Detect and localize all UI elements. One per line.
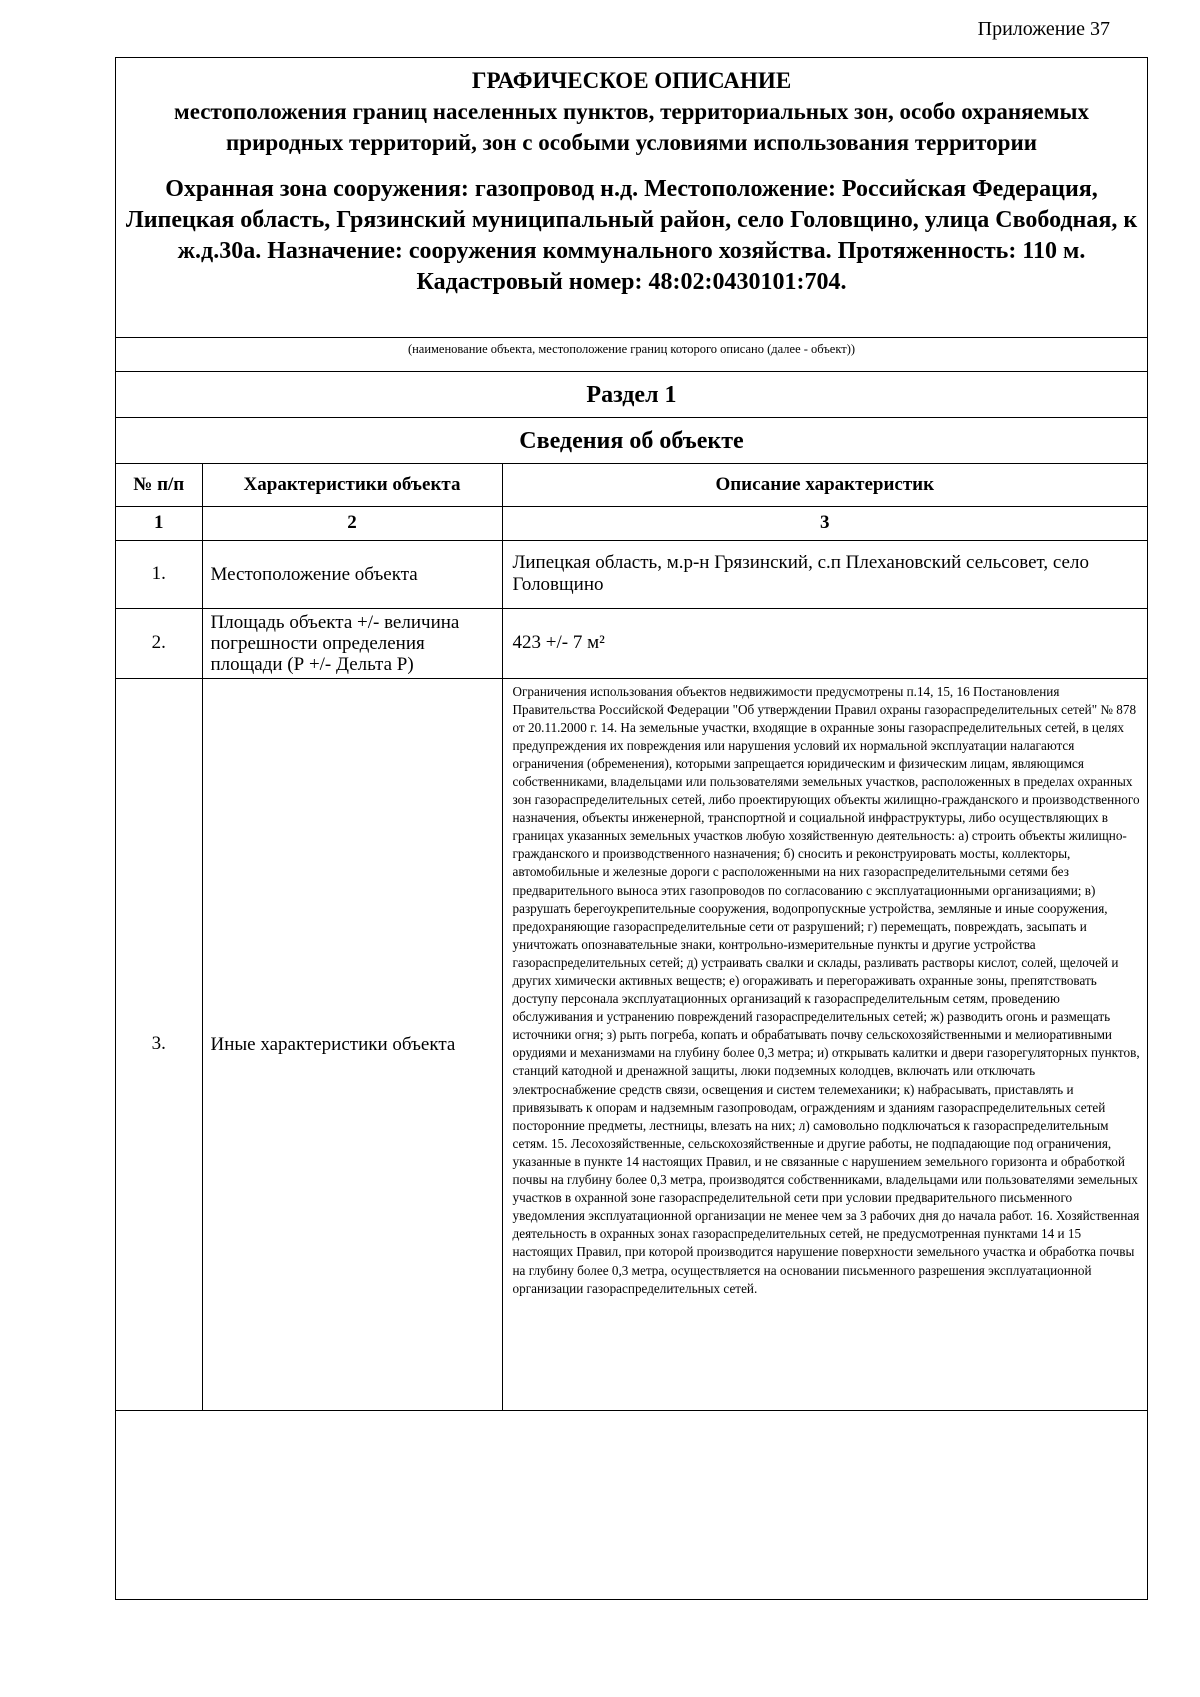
row-description: Ограничения использования объектов недвижимости предусмотрены п.14, 15, 16 Постановления Правительства Российской Федерации "Об утверждении Правил охраны газораспределительных сетей" № 878 от 20.11.2000 г. 14. На земельные участки, входящие в охранные зоны газораспределительных сетей, в целях предупреждения их повреждения или нарушения условий их нормальной эксплуатации налагаются ограничения (обременения), которыми запрещается юридическим и физическим лицам, являющимся собственниками, владельцами или пользователями земельных участков, расположенных в пределах охранных зон газораспределительных сетей, либо проектирующих объекты жилищно-гражданского и производственного назначения, объекты инженерной, транспортной и социальной инфраструктуры, либо осуществляющих в границах указанных земельных участков любую хозяйственную деятельность: а) строить объекты жилищно-гражданского и производственного назначения; б) сносить и реконструировать мосты, коллекторы, автомобильные и железные дороги с расположенными на них газораспределительными сетями без предварительного выноса этих газопроводов по согласованию с эксплуатационными организациями; в) разрушать берегоукрепительные сооружения, водопропускные устройства, земляные и иные сооружения, предохраняющие газораспределительные сети от разрушений; г) перемещать, повреждать, засыпать и уничтожать опознавательные знаки, контрольно-измерительные пункты и другие устройства газораспределительных сетей; д) устраивать свалки и склады, разливать растворы кислот, солей, щелочей и других химически активных веществ; е) огораживать и перегораживать охранные зоны, препятствовать доступу персонала эксплуатационных организаций к газораспределительным сетям, проведению обслуживания и устранению повреждений газораспределительных сетей; ж) разводить огонь и размещать источники огня; з) рыть погреба, копать и обрабатывать почву сельскохозяйственными и мелиоративными орудиями и механизмами на глубину более 0,3 метра; и) открывать калитки и двери газорегуляторных пунктов, станций катодной и дренажной защиты, люки подземных колодцев, включать или отключать электроснабжение средств связи, освещения и систем телемеханики; к) набрасывать, приставлять и привязывать к опорам и надземным газопроводам, ограждениям и зданиям газораспределительных сетей посторонние предметы, лестницы, влезать на них; л) самовольно подключаться к газораспределительным сетям. 15. Лесохозяйственные, сельскохозяйственные и другие работы, не подпадающие под ограничения, указанные в пункте 14 настоящих Правил, и не связанные с нарушением земельного горизонта и обработкой почвы на глубину более 0,3 метра, производятся собственниками, владельцами или пользователями земельных участков в охранной зоне газораспределительной сети при условии предварительного письменного уведомления эксплуатационной организации не менее чем за 3 рабочих дня до начала работ. 16. Хозяйственная деятельность в охранных зонах газораспределительных сетей, не предусмотренная пунктами 14 и 15 настоящих Правил, при которой производится нарушение поверхности земельного участка и обработка почвы на глубину более 0,3 метра, осуществляется на основании письменного разрешения эксплуатационной организации газораспределительных сетей. xyxy=(502,678,1147,1410)
document-title: ГРАФИЧЕСКОЕ ОПИСАНИЕ xyxy=(471,68,792,93)
column-header-description: Описание характеристик xyxy=(502,464,1147,506)
section-title: Раздел 1 xyxy=(116,372,1147,418)
document-frame xyxy=(115,57,1148,1600)
column-number-1: 1 xyxy=(116,506,202,540)
row-description: 423 +/- 7 м² xyxy=(502,608,1147,678)
row-characteristic: Иные характеристики объекта xyxy=(202,678,502,1410)
object-info-table xyxy=(116,464,1147,1411)
column-header-num: № п/п xyxy=(116,464,202,506)
row-number: 3. xyxy=(116,678,202,1410)
row-characteristic: Местоположение объекта xyxy=(202,540,502,608)
table-row xyxy=(116,540,1147,608)
column-number-3: 3 xyxy=(502,506,1147,540)
appendix-label: Приложение 37 xyxy=(977,18,1110,40)
column-number-row xyxy=(116,506,1147,540)
object-description: Охранная зона сооружения: газопровод н.д. Местоположение: Российская Федерация, Липецкая область, Грязинский муниципальный район, село Головщино, улица Свободная, к ж.д.30а. Назначение: сооружения коммунального хозяйства. Протяженность: 110 м. Кадастровый номер: 48:02:0430101:704. xyxy=(125,176,1138,295)
document-subtitle: местоположения границ населенных пунктов, территориальных зон, особо охраняемых природных территорий, зон с особыми условиями использования территории xyxy=(174,99,1089,155)
row-description: Липецкая область, м.р-н Грязинский, с.п Плехановский сельсовет, село Головщино xyxy=(502,540,1147,608)
column-header-characteristic: Характеристики объекта xyxy=(202,464,502,506)
table-header-row xyxy=(116,464,1147,506)
object-caption: (наименование объекта, местоположение границ которого описано (далее - объект)) xyxy=(116,338,1147,372)
table-title: Сведения об объекте xyxy=(116,418,1147,464)
column-number-2: 2 xyxy=(202,506,502,540)
table-row xyxy=(116,678,1147,1410)
row-number: 1. xyxy=(116,540,202,608)
document-header xyxy=(116,58,1147,338)
row-number: 2. xyxy=(116,608,202,678)
table-row xyxy=(116,608,1147,678)
row-characteristic: Площадь объекта +/- величина погрешности определения площади (Р +/- Дельта Р) xyxy=(202,608,502,678)
